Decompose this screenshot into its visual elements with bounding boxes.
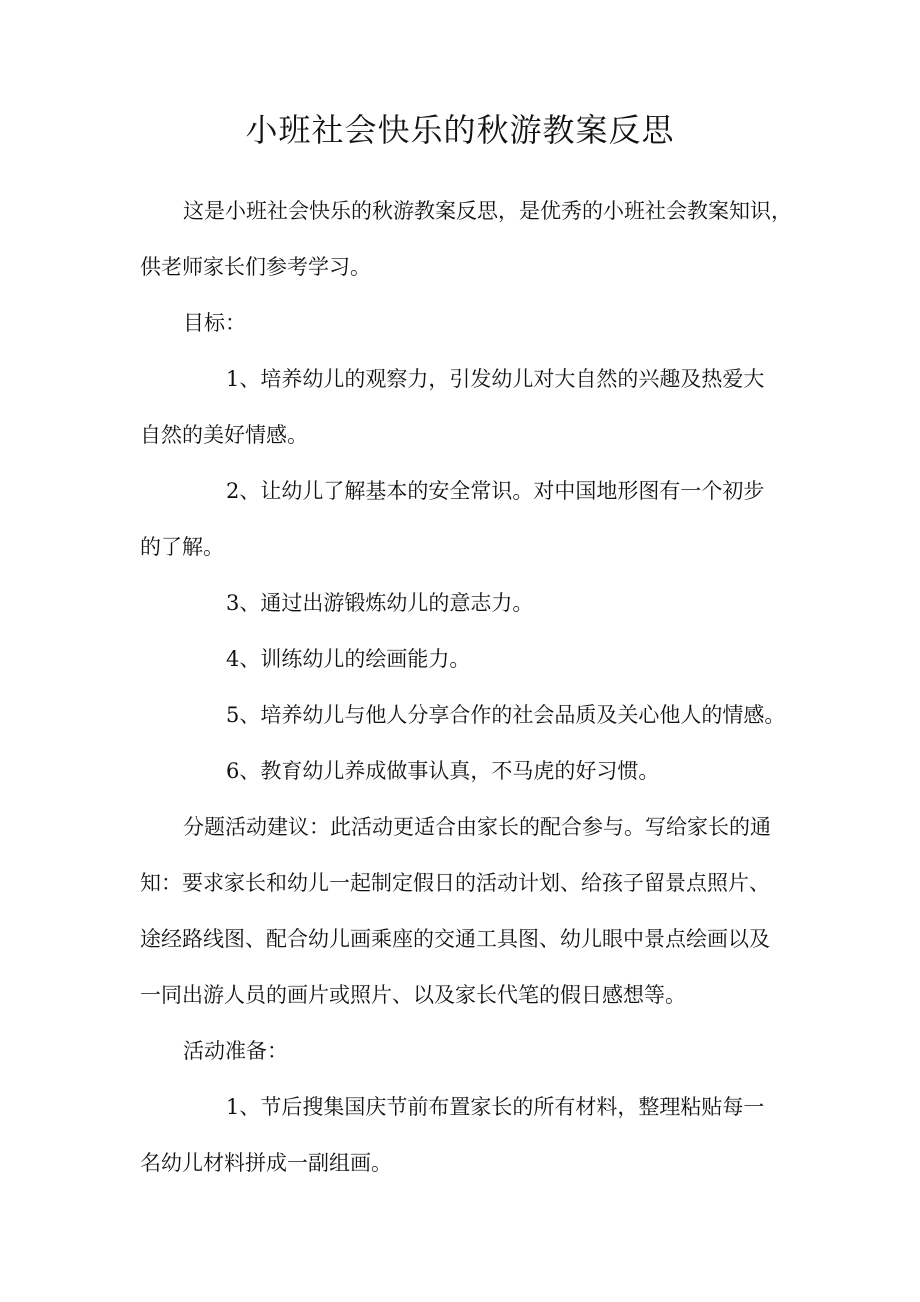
goal-3: 3、通过出游锻炼幼儿的意志力。: [226, 591, 534, 615]
goal-6: 6、教育幼儿养成做事认真，不马虎的好习惯。: [226, 759, 660, 783]
goal-5: 5、培养幼儿与他人分享合作的社会品质及关心他人的情感。: [226, 703, 786, 727]
preparation-1-line-1: 1、节后搜集国庆节前布置家长的所有材料，整理粘贴每一: [226, 1095, 765, 1119]
suggestion-line-4: 一同出游人员的画片或照片、以及家长代笔的假日感想等。: [140, 983, 686, 1007]
preparation-heading: 活动准备：: [183, 1039, 288, 1063]
intro-line-2: 供老师家长们参考学习。: [140, 255, 371, 279]
goal-1-line-2: 自然的美好情感。: [140, 423, 308, 447]
preparation-1-line-2: 名幼儿材料拼成一副组画。: [140, 1151, 392, 1175]
goal-2-line-1: 2、让幼儿了解基本的安全常识。对中国地形图有一个初步: [226, 479, 765, 503]
suggestion-line-1: 分题活动建议：此活动更适合由家长的配合参与。写给家长的通: [183, 815, 771, 839]
document-title: 小班社会快乐的秋游教案反思: [245, 111, 675, 149]
goal-2-line-2: 的了解。: [140, 535, 224, 559]
goal-4: 4、训练幼儿的绘画能力。: [226, 647, 471, 671]
goal-1-line-1: 1、培养幼儿的观察力，引发幼儿对大自然的兴趣及热爱大: [226, 367, 765, 391]
intro-line-1: 这是小班社会快乐的秋游教案反思，是优秀的小班社会教案知识，: [183, 199, 792, 223]
suggestion-line-2: 知：要求家长和幼儿一起制定假日的活动计划、给孩子留景点照片、: [140, 871, 770, 895]
goals-heading: 目标：: [183, 311, 246, 335]
suggestion-line-3: 途经路线图、配合幼儿画乘座的交通工具图、幼儿眼中景点绘画以及: [140, 927, 770, 951]
